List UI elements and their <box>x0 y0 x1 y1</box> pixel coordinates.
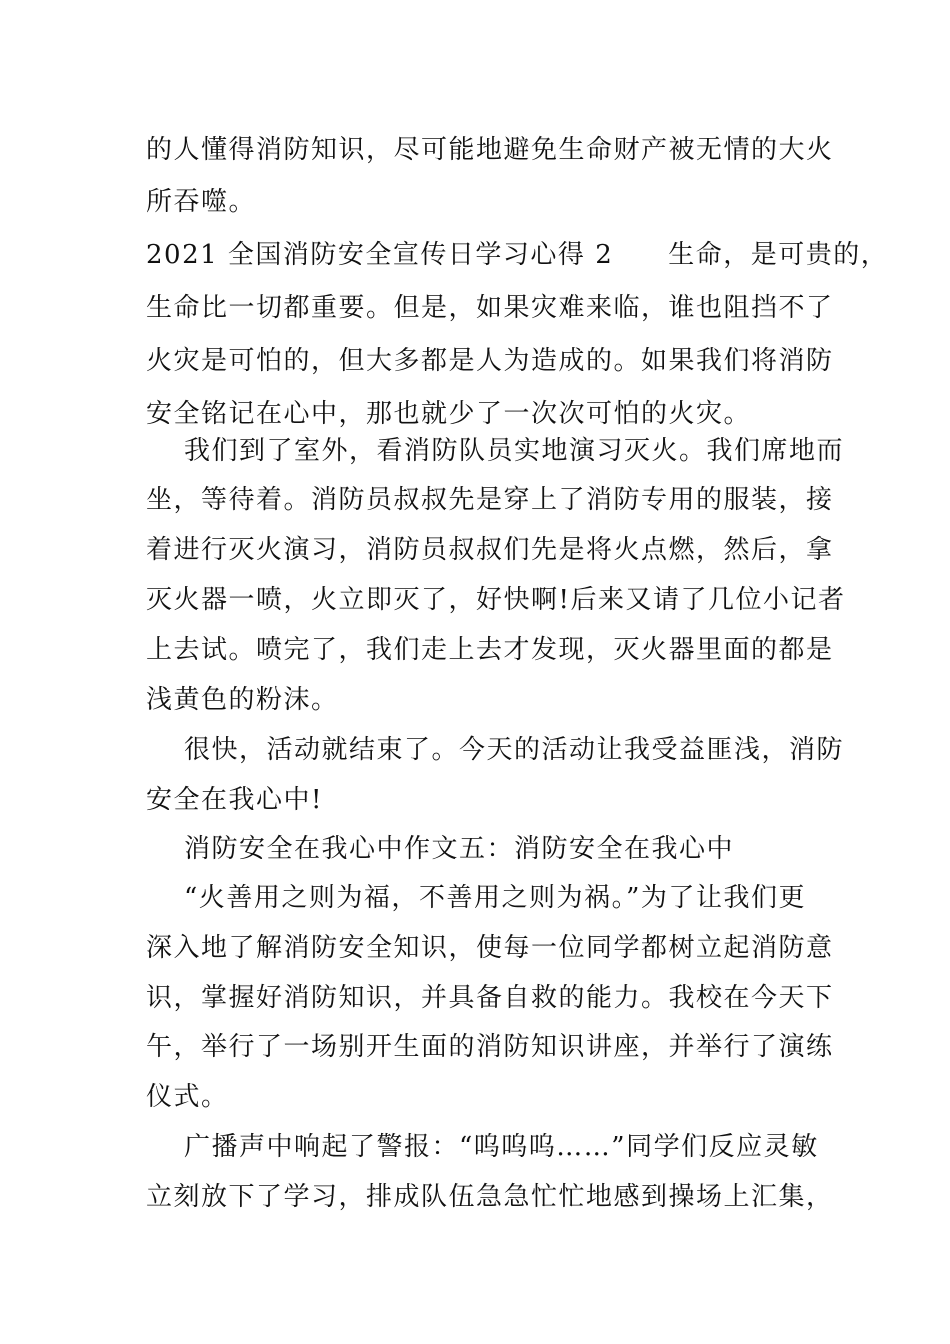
text-line: 深入地了解消防安全知识，使每一位同学都树立起消防意 <box>146 933 834 963</box>
text-line: “火善用之则为福，不善用之则为祸。”为了让我们更 <box>184 883 806 913</box>
text-line: 识，掌握好消防知识，并具备自救的能力。我校在今天下 <box>146 983 834 1013</box>
text-line: 所吞噬。 <box>146 187 257 217</box>
text-line: 上去试。喷完了，我们走上去才发现，灭火器里面的都是 <box>146 635 834 665</box>
text-line: 立刻放下了学习，排成队伍急急忙忙地感到操场上汇集， <box>146 1182 834 1212</box>
text-line: 仪式。 <box>146 1082 229 1112</box>
text-line: 安全在我心中! <box>146 785 323 815</box>
text-line: 2021 全国消防安全宣传日学习心得 2 生命，是可贵的， <box>146 240 889 270</box>
text-line: 生命比一切都重要。但是，如果灾难来临，谁也阻挡不了 <box>146 293 834 323</box>
text-line: 坐，等待着。消防员叔叔先是穿上了消防专用的服装，接 <box>146 485 834 515</box>
text-line: 的人懂得消防知识，尽可能地避免生命财产被无情的大火 <box>146 135 834 165</box>
text-line: 灭火器一喷，火立即灭了，好快啊!后来又请了几位小记者 <box>146 585 846 615</box>
text-line: 浅黄色的粉沫。 <box>146 685 339 715</box>
text-line: 很快，活动就结束了。今天的活动让我受益匪浅，消防 <box>184 735 845 765</box>
text-line: 午，举行了一场别开生面的消防知识讲座，并举行了演练 <box>146 1032 834 1062</box>
text-line: 我们到了室外，看消防队员实地演习灭火。我们席地而 <box>184 436 845 466</box>
text-line: 安全铭记在心中，那也就少了一次次可怕的火灾。 <box>146 399 752 429</box>
text-line: 着进行灭火演习，消防员叔叔们先是将火点燃，然后，拿 <box>146 535 834 565</box>
text-line: 广播声中响起了警报：“呜呜呜……”同学们反应灵敏 <box>184 1132 819 1162</box>
text-line: 消防安全在我心中作文五：消防安全在我心中 <box>184 834 735 864</box>
text-line: 火灾是可怕的，但大多都是人为造成的。如果我们将消防 <box>146 346 834 376</box>
